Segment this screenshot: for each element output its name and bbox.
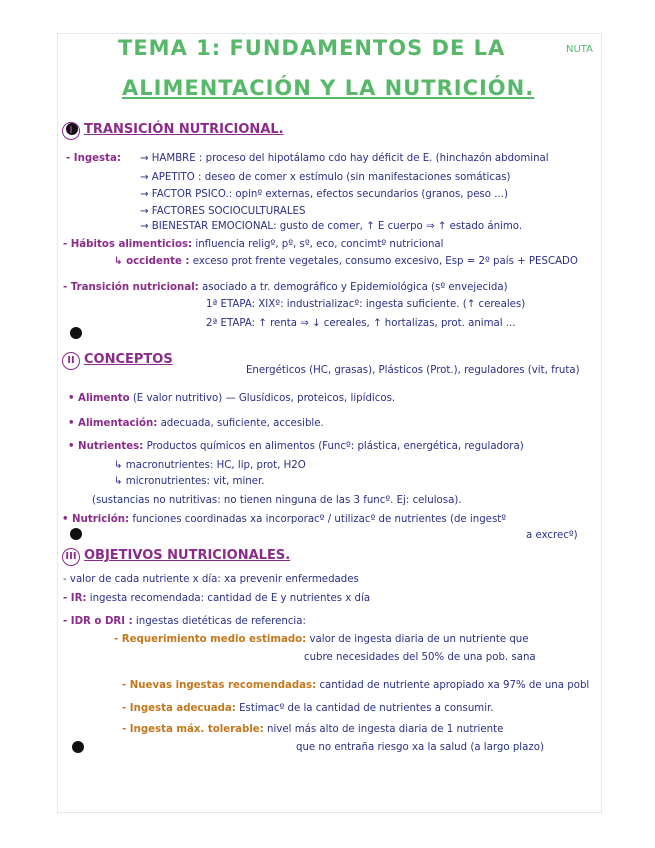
punch-hole [70, 327, 82, 339]
micronutrientes: ↳ micronutrientes: vit, miner. [114, 476, 265, 487]
transicion-text: asociado a tr. demográfico y Epidemiológica (sº envejecida) [202, 282, 508, 293]
habitos-key: - Hábitos alimenticios: [63, 239, 193, 250]
section-label: OBJETIVOS NUTRICIONALES. [84, 548, 291, 563]
ingesta-max-text: nivel más alto de ingesta diaria de 1 nutriente [267, 724, 504, 735]
alimento-text: (E valor nutritivo) — Glusídicos, proteicos, lipídicos. [132, 393, 396, 404]
macronutrientes: ↳ macronutrientes: HC, lip, prot, H2O [114, 460, 306, 471]
page-title-line-1: TEMA 1: FUNDAMENTOS DE LA [118, 36, 506, 60]
alimentacion-line [68, 418, 324, 429]
ir-text: ingesta recomendada: cantidad de E y nutrientes x día [89, 593, 371, 604]
nutricion-key: • Nutrición: [62, 514, 130, 525]
requerimiento-text-2: cubre necesidades del 50% de una pob. sana [304, 652, 536, 663]
alimentacion-text: adecuada, suficiente, accesible. [160, 418, 324, 429]
ingesta-max-line [122, 724, 503, 735]
nutrientes-line [68, 441, 524, 452]
requerimiento-text: valor de ingesta diaria de un nutriente que [309, 634, 529, 645]
ingesta-factores-socio: → FACTORES SOCIOCULTURALES [140, 206, 306, 217]
section-number: III [62, 548, 80, 566]
section-number: II [62, 352, 80, 370]
section-number: I [62, 122, 80, 140]
ingesta-adecuada-key: - Ingesta adecuada: [122, 703, 236, 714]
transicion-line [63, 282, 508, 293]
requerimiento-key: - Requerimiento medio estimado: [114, 634, 307, 645]
transicion-key: - Transición nutricional: [63, 282, 199, 293]
valor-line: - valor de cada nutriente x día: xa prevenir enfermedades [63, 574, 359, 585]
alimento-line [68, 393, 395, 404]
ingesta-adecuada-line [122, 703, 494, 714]
etapa-1: 1ª ETAPA: XIXº: industrializacº: ingesta suficiente. (↑ cereales) [206, 299, 526, 310]
nuevas-ingestas-key: - Nuevas ingestas recomendadas: [122, 680, 317, 691]
nutricion-text: funciones coordinadas xa incorporacº / utilizacº de nutrientes (de ingestº [132, 514, 507, 525]
ingesta-key: - Ingesta: [66, 153, 121, 164]
section-label: TRANSICIÓN NUTRICIONAL. [84, 122, 284, 137]
energeticos-line: Energéticos (HC, grasas), Plásticos (Prot.), reguladores (vit, fruta) [246, 365, 580, 376]
ingesta-hambre: → HAMBRE : proceso del hipotálamo cdo hay déficit de E. (hinchazón abdominal [140, 153, 549, 164]
section-heading-objetivos [62, 548, 290, 566]
occidente-line [114, 256, 578, 267]
ir-key: - IR: [63, 593, 87, 604]
nutrientes-text: Productos químicos en alimentos (Funcº: plástica, energética, reguladora) [146, 441, 524, 452]
nutrientes-key: • Nutrientes: [68, 441, 144, 452]
section-heading-conceptos [62, 352, 173, 370]
ingesta-max-key: - Ingesta máx. tolerable: [122, 724, 264, 735]
habitos-text: influencia religº, pº, sº, eco, concimtº nutricional [195, 239, 444, 250]
ingesta-max-text-2: que no entraña riesgo xa la salud (a largo plazo) [296, 742, 544, 753]
corner-text: NUTA [566, 44, 593, 55]
alimento-key: • Alimento [68, 393, 130, 404]
ingesta-factor-psico: → FACTOR PSICO.: opinº externas, efectos secundarios (granos, peso ...) [140, 189, 508, 200]
punch-hole [70, 528, 82, 540]
nutricion-line [62, 514, 506, 525]
etapa-2: 2ª ETAPA: ↑ renta ⇒ ↓ cereales, ↑ hortalizas, prot. animal ... [206, 318, 516, 329]
ingesta-adecuada-text: Estimacº de la cantidad de nutrientes a consumir. [239, 703, 494, 714]
ingesta-apetito: → APETITO : deseo de comer x estímulo (sin manifestaciones somáticas) [140, 172, 511, 183]
section-heading-transicion [62, 122, 284, 140]
idr-key: - IDR o DRI : [63, 616, 133, 627]
section-label: CONCEPTOS [84, 352, 173, 367]
sustancias-no-nutritivas: (sustancias no nutritivas: no tienen ninguna de las 3 funcº. Ej: celulosa). [92, 495, 462, 506]
alimentacion-key: • Alimentación: [68, 418, 158, 429]
occidente-text: exceso prot frente vegetales, consumo excesivo, Esp = 2º país + PESCADO [192, 256, 578, 267]
page-title-line-2: ALIMENTACIÓN Y LA NUTRICIÓN. [122, 76, 535, 100]
occidente-key: ↳ occidente : [114, 256, 190, 267]
idr-text: ingestas dietéticas de referencia: [135, 616, 306, 627]
ingesta-line [66, 153, 121, 164]
habitos-line [63, 239, 444, 250]
punch-hole [72, 741, 84, 753]
ir-line [63, 593, 370, 604]
requerimiento-line [114, 634, 529, 645]
nuevas-ingestas-line [122, 680, 589, 691]
idr-line [63, 616, 306, 627]
nuevas-ingestas-text: cantidad de nutriente apropiado xa 97% de una pobl [319, 680, 590, 691]
ingesta-bienestar: → BIENESTAR EMOCIONAL: gusto de comer, ↑ E cuerpo ⇒ ↑ estado ánimo. [140, 221, 523, 232]
nutricion-text-2: a excrecº) [526, 530, 578, 541]
